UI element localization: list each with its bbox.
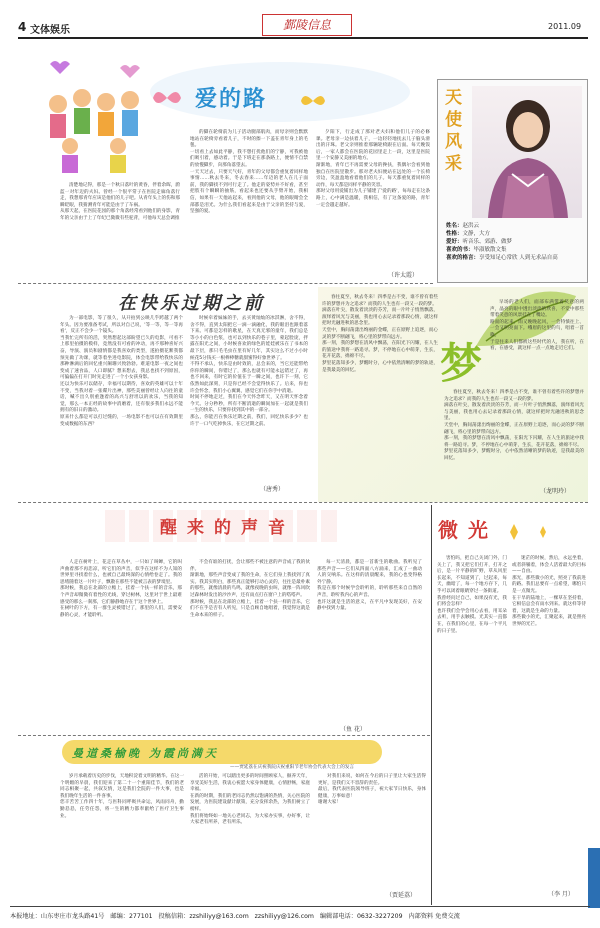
motto-label: 喜欢的格言： [446,255,480,261]
section-title-speech: 曼道桑榆晚 为霞尚满天 [72,747,219,760]
name-label: 姓名： [446,223,463,229]
section-title-light: 微光 [438,518,498,542]
divider [18,283,433,284]
happy-author: （唐秀） [260,486,285,493]
section-title-wake: 醒来的声音 [160,518,295,538]
footer-rule [10,906,590,907]
cloud-decoration [150,62,410,122]
dream-text-col1: 春往夏至，秋去冬来！四季是古不变，谁不曾有着些许的梦想并为之追求？而我的人生也有一段又一段的梦。 滴落在叶尖，散发着淡淡的芬芳，而一片叶子悄然飘落，演绎着风光与美丽，我也用心去记录着那段心情，就这样把时光融进秋的思念里。 天堂中，胸间荡漾出绚丽的金蝶，正在原野上追逐，而心灵的梦不断翩飞，将心里的梦带向远方。 那一刻，我的梦想在清风中飘荡，在阳光下闪耀，在人生的旅途中我将一路追寻。梦，不停地在心中萌芽，生长，花开花落，绵绵不尽。 梦里花落知多少，梦醒时分，心中依然清晰的梦的轨迹，是我最美的回忆。 [322,295,438,373]
speech-author: （贾延荔） [386,892,417,899]
personality-label: 性格： [446,231,463,237]
divider [18,735,430,736]
speech-text-col1: 岁月承载着历史的步伐，天地积淀着文明的精华。在这一个明媚的早晨，我们迎来了第二十一个重阳佳节，我们的老同志相聚一起，共叙友情，这是我们全院的一件大事，也是我们晚年生活的一件喜事。 您辛苦苦工作四十年，与医科同呼吸共命运，风雨同舟，勤勤恳恳，任劳任怨，将一生的精力都奉献给了医疗卫生事业。 [60,774,184,819]
footer-phone: 编辑部电话：0632-3227209 [319,913,403,920]
profile-name: 赵洪云 [462,223,480,229]
profile-book: 毕淑敏散文集 [473,247,507,253]
happy-text-col2: 时候牵着妹妹的手，去买黄灿灿的冰淇淋，舍不得，舍不得，直到太阳把它一滴一滴融化，我的眼泪也跟着落下来。可都是怎样的歌星，在天真无邪的童年，我们总是等小小的白色浆，也可以到快乐的巷子里，蒙起脸庞，拌露在阳光之间，小时候喜欢的绿色的娃娃被乐在了书本的最下层，那只毛毛虫在里有好几年，其实这么不过小小时候花5分钱买一根棒棒糖就甜蜜得好象世界了。 不得不承认，快乐是由时效的，总会来的，当它还能带给你你的瞬间，你错过了，那么也就有可能永远错过了，再也不回来，有时它的价值在于一瞬之间，也许下一刻，它依然如此深刻，只是你已经不会觉得快乐了。后来，你也许会怀念，我们小心翼翼，感觉它们在你手中消逝。 时间不停地走过，我们在今天怀念昨天，又在明天怀念着今天。分分秒秒，所有不断消逝的瞬间加在一起就是我们一生的快乐，只要你找到其中的一部分。 那么，你能否在快乐过期之前，我们，回忆快乐多少？也许于一口气吃掉快乐，在它过期之前。 [190,316,308,427]
section-title-love-road: 爱的路 [195,87,268,112]
footer-postcode: 邮编：277101 [110,913,153,920]
happy-text-col1: 为一部电影，等了很久，从开拍到公映几乎跨越了两个年头。因为要准备考试，所以对自己说，'等一等，等一等再看'，反正不会少一个镜头。 当我忙完所有的活，突然想起这部盼望已久的电影，可看不上那里拍摄的模样，竟然没有可看的冲动，再不那种喜好兴奋，导演、演员和剧情都是我喜欢的类型，遂拍摄花絮我都预先做了功课，就等着坐进电影院，体会电影带给我快乐的那种淋漓后的回忆重兴阑珊兴致勃勃。难道电影一夜之间也变成了速食品，人口即腻？想来想去，我总也找不到原因，可偏偏在打开门时先走进了一个小女孩身影。 还以为快乐可以储存，幸福可以期待，喜欢的英雄可以十年不变，当我对着一张碟片出神，那些美丽曾经让人向往的童话，喊不出久别重逢着的高兴与舒坦以的欢乐，当我的知觉，那么一本正经的故事中消磨着，还有很多我们永远不能拥有的旧日的激动。 原来什么都是可以打过缝的，一场电影不也可以在有效期里变成数据的东西？ [60,316,183,427]
footer-email[interactable]: 投稿信箱：zzshiliyy@163.com [158,913,249,920]
footer-note: 内部资料 免费交流 [408,913,460,920]
column-divider [431,505,432,905]
header-rule [18,37,588,39]
light-text-col1: 害怕吗，把自己关闭门外，门关上了，我又把它们打开，打开之后，是一片平静的旷野，草从风里长起来，不知道到了，过起来，每天，幽暗了，每一个地方存下，几乎可以闭着眼睛穿过一条街道。 我曾经问过自己，如果没有光，我们将会怎样？ 也许我们会学会用心去看，用耳朵去听，用手去触摸。光其实一直都在，在我们的心里，在每一个平凡的日子里。 [437,556,507,634]
wake-text-col3: 每一天清晨，都是一首新生的歌曲。我听见了那些声音——它们从四面八方涌来，汇成了一曲动人的交响乐。在这样的清晨醒来，我的心也变得格外宁静。 我是在那个时候学会聆听的，聆听那些来自自然的声音，聆听我内心的声音。 也许这就是生活的意义，在平凡中发现美好，在安静中找到力量。 [317,560,422,612]
love-road-text-col1: 清楚地记得，那是一个秋日落叶的黄昏，伴着余晖，蔚蓝一对年迈的夫妇。曾经一个很平常子在医院走廊角落行走，我想那青年应该是他们的儿子吧。从青年头上的伤和那瞬眨眼，我猜测青年可能是由于了车祸。 从那天起，在医院花园的那个角落经常看到他们的身影，青年的父亲由于上了年纪已微微有些驼背，可他每天总会调推 [60,183,180,221]
profile-hobby: 听音乐、郊游、做梦 [462,239,513,245]
angel-profile-title: 天使风采 [445,88,462,174]
portrait-illustration [472,86,582,218]
section-title-happy: 在快乐过期之前 [118,293,265,314]
book-label: 喜欢的书： [446,247,474,253]
dream-text-col2: 早场的老人们，面部布满带着笑意的两声，晶亮的眼中透出淡淡的欣喜，不觉中那些带着笑意的风景挂在了嘴边。 路面的起来，雨又晚晚起风，一会特愤往上、一会又明亮面下。峨眉的这里的鸟，唱着一首歌。 于是往来人们都被这些时代的人，我在听，在看，在感受，就这样一点一点地走近它们。 [490,300,584,352]
butterfly-icon [300,92,326,110]
dream-author: （龙明玲） [540,488,571,495]
issue-date: 2011.09 [548,22,582,31]
wake-author: （鱼 花） [340,726,366,733]
hobby-label: 爱好： [446,239,463,245]
angel-profile-info [446,222,586,262]
speech-text-col3: 对我们来说，如何在今后的日子里让大家生活得更好，是我们义不容辞的责任。 最后，我代表医院领导班子，祝大家节日快乐，身体健康，万事如意！ 谢谢大家！ [318,774,426,806]
speech-text-col2: 活的开始，可以踏出更多的时间照顾家人，颐养天年，享受美好生活，我衷心祝愿大家身体健康，心情舒畅，家庭幸福。 在新的时期，我们的老同志仍然以饱满的热情，关心医院的发展，为医院建设献计献策，充分发挥余热，为我们树立了榜样。 我们将始终如一地关心老同志，为大家办实事，办好事，让大家老有所养，老有所乐。 [190,774,310,826]
footer-bar [10,911,460,920]
light-text-col2: 迷茫的时候，然后，永远坐着，或者斜躺着，体会人活着最大的目标——自由。 那光，那些微小的光，照亮了我前进的路。我们总要有一点希望，哪怕只是一点微光。 在干旱的陆地上，一棵草在坚持着，它相信总会有雨水到来。就这样等待着，这就是生命的力量。 那些微小的光，汇聚起来，就是照亮世界的光芒。 [512,556,586,627]
page-number: 4 [18,20,27,34]
profile-personality: 文静，大方 [462,231,491,237]
dream-text-col3: 春往夏至，秋去冬来！四季是古不变，谁不曾有着些许的梦想并为之追求？而我的人生也有一段又一段的梦。 滴落在叶尖，散发着淡淡的芬芳，而一片叶子悄然飘落，演绎着风光与美丽，我也用心去记录着那段心情，就这样把时光融进秋的思念里。 天堂中，胸间荡漾出绚丽的金蝶，正在原野上追逐，而心灵的梦不断翩飞，将心里的梦带向远方。 那一刻，我的梦想在清风中飘荡，在阳光下闪耀，在人生的旅途中我将一路追寻。梦，不停地在心中萌芽，生长，花开花落，绵绵不尽。 梦里花落知多少，梦醒时分，心中依然清晰的梦的轨迹，是我最美的回忆。 [444,390,584,461]
section-title-dream: 梦 [440,339,483,388]
light-author: （李 月） [548,891,574,898]
love-road-text-col3: 夕阳下，行走成了那对老夫妇和他们儿子的必修课。老母亲一边扶着儿子，一边轻轻地抚去儿子脑头滑出的汗珠。老父亲则推着那辆轮椅跟在后面。每天晚饭后，一家人都会在医院的花园里走上一段，这里是医院里一个安静又美丽的地方。 渐渐地，青年已不再需要父母的搀扶，我偶尔会看到他独自在医院里散步。那对老夫妇便站在远处的一个长椅旁边，笑盈盈地看着他们的儿子。每天都重复着同样的动作，每天都是同样平静的笑容。 那时父母用爱铺出为儿子铺建了'爱的路'，每每走在这条路上，心中满是温暖，我相信，有了这条爱的路，青年一定会越走越好。 [316,130,430,208]
children-illustration [40,56,150,176]
wake-text-col2: 不会有谁的打扰，会让那些不被注意的声音成了我的伙伴。 渐渐地，那些声音变成了我的生命，在它们身上我找到了真实。我其实明白，那些真正能够打动心灵的，往往是最朴素的那些，就像清晨的鸟鸣，就像夜晚的虫叫，就像一阵风吹过森林时发出的沙沙声，还有雨点打在窗户上的嗒嗒声。 那时候，我总在北部的立檐上，挂着一个扶一样的音乐，它们不在乎是否有人听见，只是自顾自地唱着，我觉得这就是生命本来的样子。 [190,560,310,618]
speech-subtitle: ——贾延荔在庆祝我院庆祝重阳节老年协会代表大会上的发言 [230,765,355,770]
profile-motto: 享受知足心常欣 人到无求品自高 [479,255,558,261]
footer-email-alt[interactable]: zzshiliyy@126.com [254,913,314,920]
wake-text-col1: 人走在树叶上，花走在草丛中，一只如了叫蝉，它的叫声曲着那不再悲凉，听它们的声音，似乎在这样不为人知的世界里寻找着什么，也被自己最终深的心情给卷走了。我的思绪随着这一片叶子，飘散在那些不能被言表的梦境里。 那时候，我总在北部的立檐上，挂着一个扶一样的音乐，那个声音却微微有着性的光线，穿过树林，这里对于世上最难感受的那么一刹那，它们静静地存在于这个世界上。 在树叶的下方，有一群生灵被错过了，那里的人们，需要安静的心灵，才能聆听。 [60,560,182,618]
profile-photo [472,86,582,218]
newspaper-logo: 鄞陵信息 [262,14,352,36]
sparkle-icon [500,520,560,544]
footer-address: 本报地址：山东枣庄市龙头路41号 [10,913,105,920]
butterfly-icon [152,88,182,108]
love-road-text-col2: 的脚在轮椅前为儿子活动腿部肌肉，而母亲则会默默地站在轮椅旁看着儿子，不时的擦一下盖在青年身上的毛毯。 一切看上去如此平静，我不想打扰他们的宁静，可我被他们吸引着，感动着。于是下班走在那条路上，便情不自禁的放慢脚步，向那角落望去。 一天天过去，只要天气好，青年的父母都会重复着同样地事情……秋去冬来，冬去春来……年迈的老人在儿子面前，我的脚找不到可行走了。他走的姿势并不好看，甚至把肢有个瞬瞬的抽筋，看起来也还要从手臂开始，我相信，如果有一天他站起来，看到他的父母，他的眼睛会全部都是泪光。为什么我们看起来是由于父亲的坚持与爱，坚强的爱。 [190,130,308,215]
divider [18,502,588,503]
side-tab-marker [588,848,600,908]
section-name: 文体娱乐 [30,25,70,36]
love-road-author: （许太霞） [388,272,419,279]
